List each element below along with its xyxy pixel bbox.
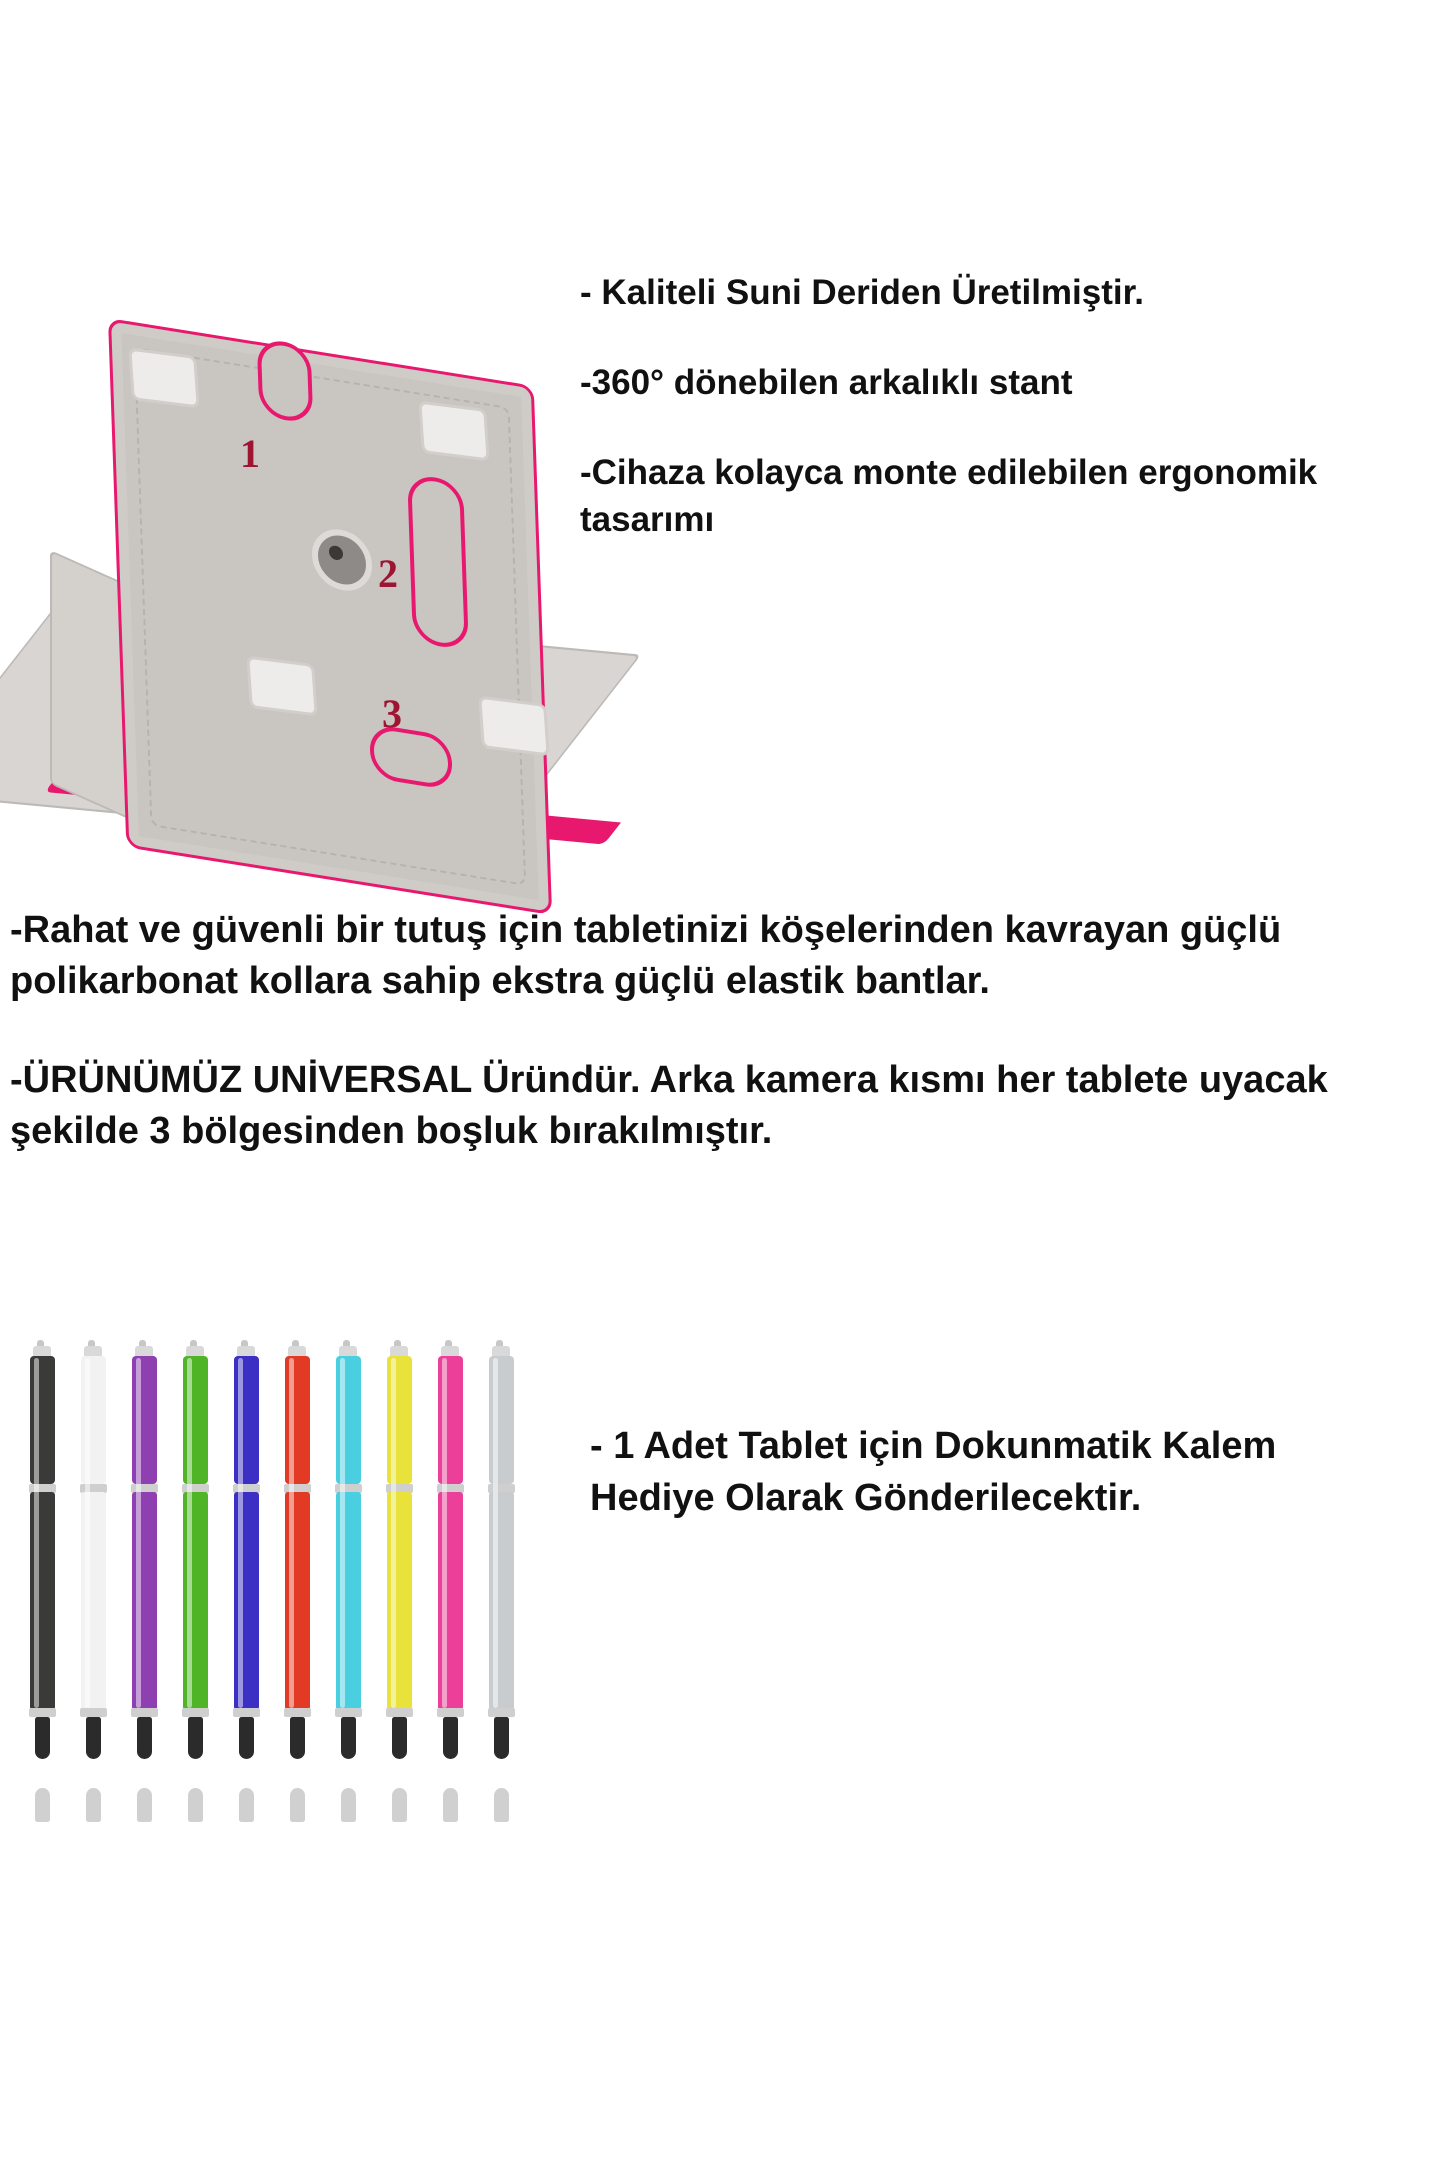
paragraph-universal: -ÜRÜNÜMÜZ UNİVERSAL Üründür. Arka kamera kısmı her tablete uyacak şekilde 3 bölgesinden boşluk bırakılmıştır.: [10, 1058, 1328, 1152]
feature-bullet-list: [580, 270, 1400, 543]
pen-reflection: [332, 1780, 366, 1840]
pen-tip: [86, 1717, 101, 1759]
pen-reflection: [485, 1780, 519, 1840]
pen-ring-lower: [29, 1708, 56, 1717]
pen-tip: [239, 1717, 254, 1759]
pen-reflection: [128, 1780, 162, 1840]
description-paragraphs: [10, 905, 1340, 1205]
corner-clip-bottom-right: [478, 695, 549, 756]
top-section: [0, 0, 1440, 900]
feature-bullet-ergonomic: -Cihaza kolayca monte edilebilen ergonomik tasarımı: [580, 453, 1318, 539]
pen-reflection-tip: [290, 1788, 305, 1822]
stylus-pens-photo: [10, 1340, 580, 1860]
stylus-pen: [485, 1340, 519, 1780]
pen-highlight: [34, 1358, 39, 1708]
pen-highlight: [340, 1358, 345, 1708]
corner-clip-top-left: [128, 347, 199, 408]
corner-clip-bottom-left: [246, 655, 317, 716]
pen-highlight: [238, 1358, 243, 1708]
pen-reflection-tip: [239, 1788, 254, 1822]
feature-bullet-rotation: -360° dönebilen arkalıklı stant: [580, 363, 1073, 403]
stylus-pen: [281, 1340, 315, 1780]
stylus-pen: [26, 1340, 60, 1780]
pen-ring-lower: [131, 1708, 158, 1717]
pen-tip: [290, 1717, 305, 1759]
stylus-pen: [128, 1340, 162, 1780]
pen-ring-lower: [233, 1708, 260, 1717]
stylus-pen: [77, 1340, 111, 1780]
pen-reflection: [230, 1780, 264, 1840]
pen-ring-lower: [488, 1708, 515, 1717]
pen-tip: [137, 1717, 152, 1759]
pen-reflection: [383, 1780, 417, 1840]
pen-tip: [443, 1717, 458, 1759]
pen-tip: [35, 1717, 50, 1759]
camera-hole-2: [407, 473, 469, 651]
pen-reflection-tip: [443, 1788, 458, 1822]
pen-ring-lower: [284, 1708, 311, 1717]
pen-tip: [392, 1717, 407, 1759]
corner-clip-top-right: [418, 400, 489, 461]
pen-highlight: [391, 1358, 396, 1708]
stylus-pen: [332, 1340, 366, 1780]
pen-reflection-tip: [494, 1788, 509, 1822]
pen-reflection-tip: [188, 1788, 203, 1822]
paragraph-elastic-bands: -Rahat ve güvenli bir tutuş için tabletinizi köşelerinden kavrayan güçlü polikarbonat kollara sahip ekstra güçlü elastik bantlar.: [10, 909, 1282, 1002]
feature-bullet-material: - Kaliteli Suni Deriden Üretilmiştir.: [580, 273, 1145, 312]
gift-note-text: - 1 Adet Tablet için Dokunmatik Kalem Hediye Olarak Gönderilecektir.: [590, 1425, 1277, 1520]
pen-reflection-tip: [137, 1788, 152, 1822]
pen-ring-lower: [335, 1708, 362, 1717]
pen-highlight: [85, 1358, 90, 1708]
pen-tip: [494, 1717, 509, 1759]
pen-reflection-tip: [35, 1788, 50, 1822]
pen-reflection-tip: [86, 1788, 101, 1822]
hole-label-3: 3: [382, 691, 402, 736]
stylus-pen: [230, 1340, 264, 1780]
pen-highlight: [442, 1358, 447, 1708]
pen-reflection-tip: [392, 1788, 407, 1822]
pen-highlight: [493, 1358, 498, 1708]
stylus-pen: [383, 1340, 417, 1780]
stylus-pen: [434, 1340, 468, 1780]
pen-tip: [341, 1717, 356, 1759]
pen-ring-lower: [80, 1708, 107, 1717]
pen-highlight: [289, 1358, 294, 1708]
pen-reflection: [26, 1780, 60, 1840]
pen-ring-lower: [386, 1708, 413, 1717]
pen-reflection: [434, 1780, 468, 1840]
pen-ring-lower: [182, 1708, 209, 1717]
hole-label-2: 2: [378, 551, 398, 596]
pen-reflection: [77, 1780, 111, 1840]
stylus-pen: [179, 1340, 213, 1780]
pen-highlight: [136, 1358, 141, 1708]
pen-reflection-tip: [341, 1788, 356, 1822]
pen-reflection: [281, 1780, 315, 1840]
case-back-panel: [108, 318, 552, 915]
pen-reflection: [179, 1780, 213, 1840]
pen-ring-lower: [437, 1708, 464, 1717]
pen-tip: [188, 1717, 203, 1759]
pen-highlight: [187, 1358, 192, 1708]
hole-label-1: 1: [240, 431, 260, 476]
